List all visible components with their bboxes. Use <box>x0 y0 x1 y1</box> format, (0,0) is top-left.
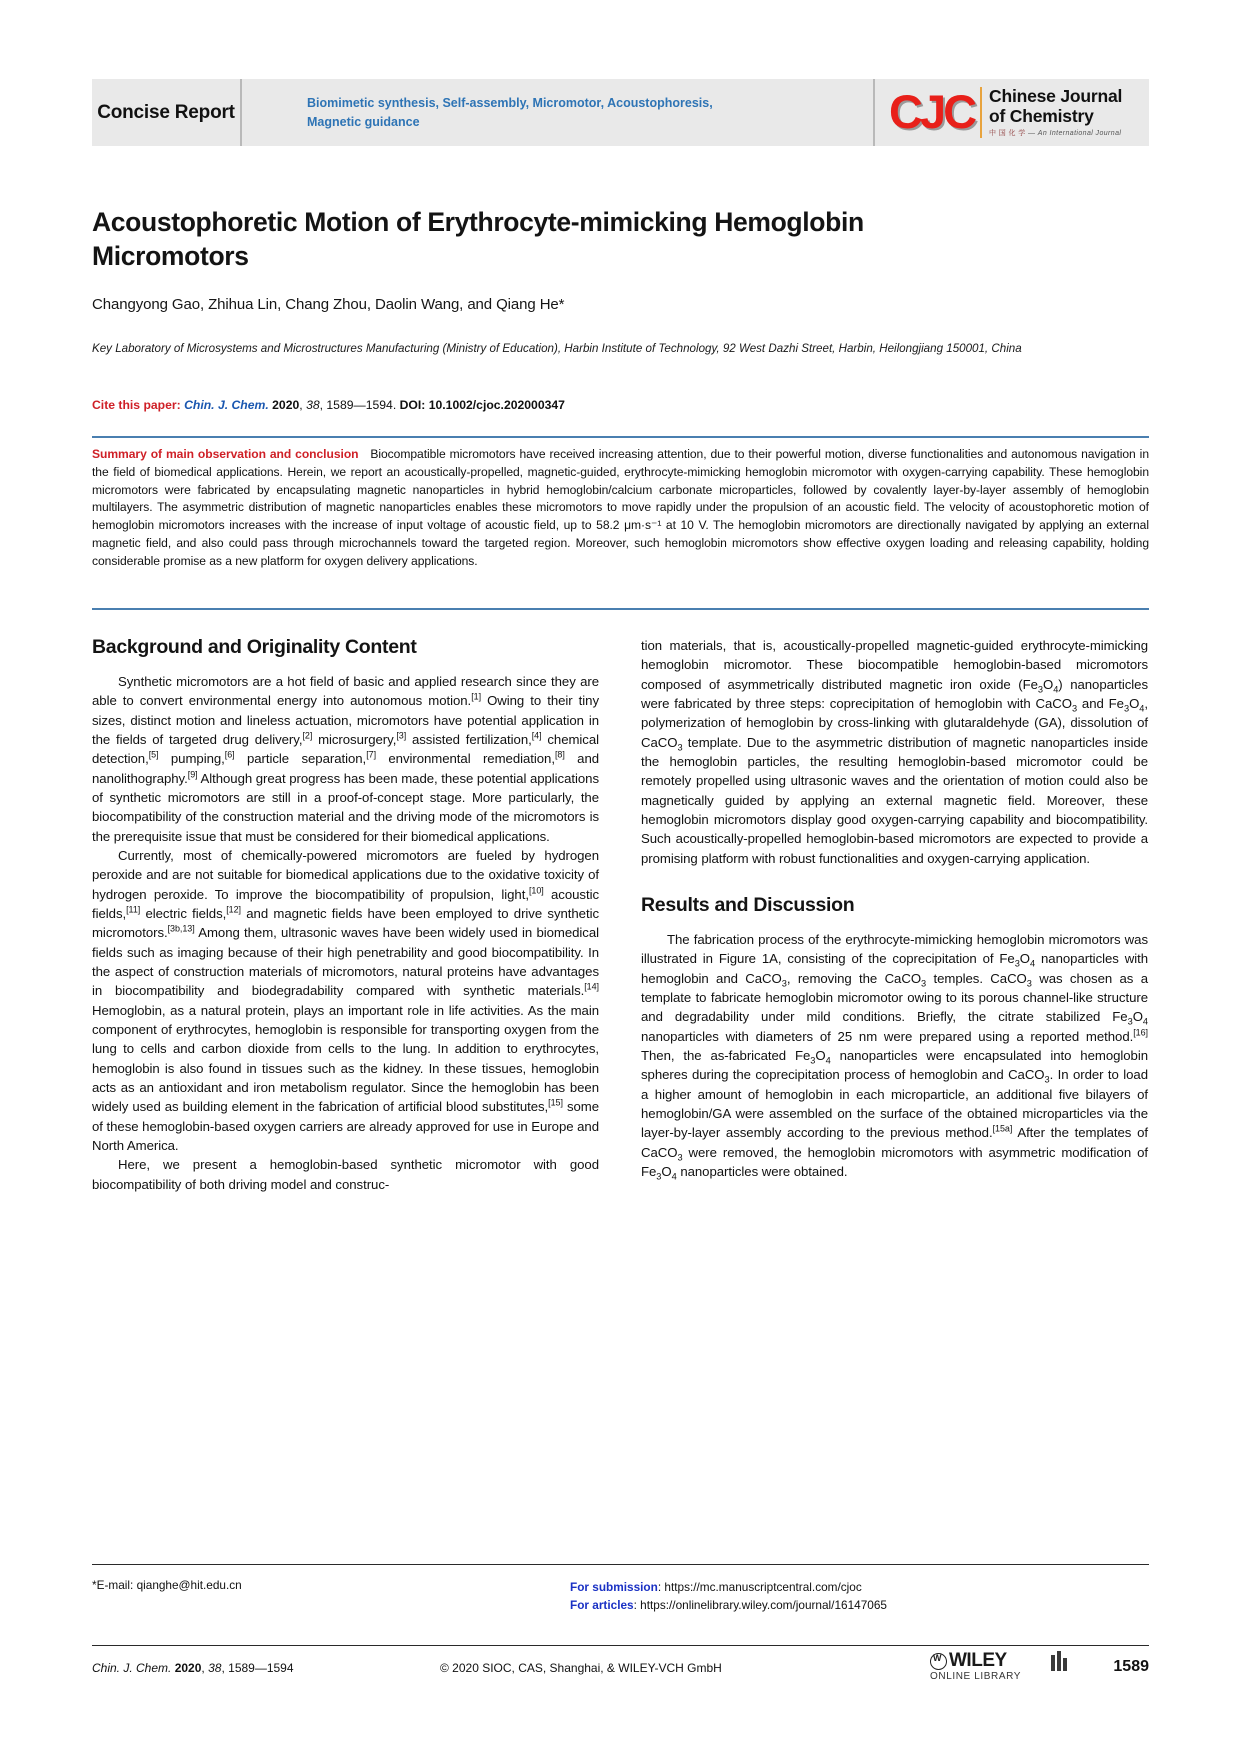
wiley-logo <box>930 1650 1021 1682</box>
cite-journal[interactable]: Chin. J. Chem. <box>184 398 269 412</box>
articles-url[interactable]: : https://onlinelibrary.wiley.com/journal/16147065 <box>633 1598 887 1613</box>
cite-year: 2020 <box>272 398 300 412</box>
affiliation: Key Laboratory of Microsystems and Microstructures Manufacturing (Ministry of Education), Harbin Institute of Technology, 92 West Dazhi Street, Harbin, Heilongjiang 150001, China <box>92 342 1022 355</box>
logo-divider <box>980 87 982 138</box>
journal-title-line2: of Chemistry <box>989 105 1094 126</box>
author-list: Changyong Gao, Zhihua Lin, Chang Zhou, Daolin Wang, and Qiang He* <box>92 296 565 313</box>
article-body <box>92 636 1149 1556</box>
paragraph-background-2: Currently, most of chemically-powered micromotors are fueled by hydrogen peroxide and are not suitable for biomedical applications due to the oxidative toxicity of hydrogen peroxide. To improve the biocompatibility of propulsion, light,[10] acoustic fields,[11] electric fields,[12] and magnetic fields have been employed to drive synthetic micromotors.[3b,13] Among them, ultrasonic waves have been widely used in biomedical fields such as imaging because of their high penetrability and good biocompatibility. In the aspect of construction materials of micromotors, natural proteins have advantages in biocompatibility and biodegradability compared with synthetic materials.[14] Hemoglobin, as a natural protein, plays an important role in life activities. As the main component of erythrocytes, hemoglobin is responsible for transporting oxygen from the lung to cells and carbon dioxide from cells to the lung. In addition to erythrocytes, hemoglobin is also found in tissues such as the kidney. In these tissues, hemoglobin acts as an antioxidant and iron metabolism regulator. Since the hemoglobin has been widely used as building element in the fabrication of artificial blood substitutes,[15] some of these hemoglobin-based oxygen carriers are already approved for use in Europe and North America. <box>92 847 600 1153</box>
corresponding-email[interactable]: *E-mail: qianghe@hit.edu.cn <box>92 1578 242 1592</box>
paragraph-results-1: The fabrication process of the erythrocyte-mimicking hemoglobin micromotors was illustrated in Figure 1A, consisting of the coprecipitation of $Fe_3O_4$ nanoparticles with hemoglobin and CaCO$_3$, removing the CaCO$_3$ temples. CaCO$_3$ was chosen as a template to fabricate hemoglobin micromotor owing to its porous channel-like structure and degradability under mild conditions. Briefly, the citrate stabilized $Fe_3O_4$ nanoparticles with diameters of 25 nm were prepared using a reported method.[16] Then, the as-fabricated $Fe_3O_4$ nanoparticles were encapsulated into hemoglobin spheres during the coprecipitation process of hemoglobin and CaCO$_3$. In order to load a higher amount of hemoglobin in each microparticle, an additional five bilayers of hemoglobin/GA were assembled on the surface of the obtained microparticles via the layer-by-layer assembly according to the previous method.[15a] After the templates of CaCO$_3$ were removed, the hemoglobin micromotors with asymmetric modification of $Fe_3O_4$ nanoparticles were obtained. <box>641 931 1149 1182</box>
wiley-mark-icon <box>930 1653 947 1670</box>
submission-url[interactable]: : https://mc.manuscriptcentral.com/cjoc <box>657 1580 862 1594</box>
wiley-bars-icon <box>1051 1651 1067 1671</box>
summary-label: Summary of main observation and conclusion <box>92 447 359 461</box>
paragraph-background-3: Here, we present a hemoglobin-based synthetic micromotor with good biocompatibility of both driving model and construc- <box>92 1157 599 1192</box>
journal-title-block <box>989 87 1122 138</box>
summary-rule-bottom <box>92 608 1149 610</box>
submission-label: For submission <box>570 1580 658 1594</box>
page-number: 1589 <box>1113 1658 1149 1675</box>
journal-subtitle <box>989 128 1122 138</box>
submission-links <box>570 1578 887 1615</box>
footer-citation: Chin. J. Chem. 2020, 38, 1589—1594 <box>92 1661 294 1675</box>
footer-journal: Chin. J. Chem. <box>92 1661 172 1675</box>
summary-text: Biocompatible micromotors have received increasing attention, due to their powerful motion, diverse functionalities and autonomous navigation in the field of biomedical applications. Herein, we report an acoustically-propelled, magnetic-guided, erythrocyte-mimicking hemoglobin micromotor with oxygen-carrying capability. These hemoglobin micromotors were fabricated by encapsulating magnetic nanoparticles in hybrid hemoglobin/calcium carbonate microparticles, followed by covalently layer-by-layer assembly of hemoglobin multilayers. The asymmetric distribution of magnetic nanoparticles enables these micromotors to move rapidly under the propulsion of an acoustic field. The velocity of acoustophoretic motion of hemoglobin micromotors increases with the increase of input voltage of acoustic field, up to 58.2 μm·s⁻¹ at 10 V. The hemoglobin micromotors are directionally navigated by applying an external magnetic field, and also could pass through microchannels toward the targeted region. Moreover, such hemoglobin micromotors show effective oxygen loading and releasing capability, holding considerable promise as a new platform for oxygen delivery applications. <box>92 447 1149 568</box>
journal-subtitle-en: — An International Journal <box>1028 130 1122 138</box>
summary-rule-top <box>92 436 1149 438</box>
wiley-logo-top <box>930 1650 1021 1672</box>
cite-doi[interactable]: 10.1002/cjoc.202000347 <box>428 398 565 412</box>
paragraph-background-3-continued: tion materials, that is, acoustically-propelled magnetic-guided erythrocyte-mimicking hemoglobin micromotor. These biocompatible hemoglobin-based micromotors composed of asymmetrically distributed magnetic iron oxide $(Fe_3O_4)$ nanoparticles were fabricated by three steps: coprecipitation of hemoglobin with CaCO$_3$ and $Fe_3O_4$, polymerization of hemoglobin by cross-linking with glutaraldehyde (GA), dissolution of CaCO$_3$ template. Due to the asymmetric distribution of magnetic nanoparticles inside the hemoglobin particles, the resulting hemoglobin-based micromotor could be remotely propelled using ultrasonic waves and the orientation of motion could also be magnetically guided by applying an external magnetic field. Moreover, these hemoglobin micromotors display good oxygen-carrying capability and biocompatibility. Such acoustically-propelled hemoglobin-based micromotors are expected to provide a promising platform with robust functionalities and oxygen-carrying application. <box>641 638 1148 866</box>
page-footer-rule <box>92 1645 1149 1646</box>
section-heading-results: Results and Discussion <box>641 893 855 916</box>
cite-volume: 38 <box>306 398 320 412</box>
wiley-online-library-label: ONLINE LIBRARY <box>930 1671 1022 1682</box>
keywords-block <box>242 79 873 146</box>
left-column <box>92 636 599 1556</box>
keywords-text: Biomimetic synthesis, Self-assembly, Micromotor, Acoustophoresis, Magnetic guidance <box>307 95 713 129</box>
article-type-block <box>92 79 242 146</box>
cite-label: Cite this paper: <box>92 398 181 412</box>
footer-pages: 1589—1594 <box>228 1661 294 1675</box>
submission-line <box>570 1578 887 1596</box>
cjc-logo-mark: CJC <box>889 85 975 139</box>
citation-line: Cite this paper: Chin. J. Chem. 2020, 38, 1589—1594. DOI: 10.1002/cjoc.202000347 <box>92 398 565 412</box>
copyright-line: © 2020 SIOC, CAS, Shanghai, & WILEY-VCH GmbH <box>440 1661 722 1675</box>
footer-year: 2020 <box>174 1661 202 1675</box>
summary-block <box>92 446 1149 570</box>
journal-logo <box>873 79 1149 146</box>
section-heading-background: Background and Originality Content <box>92 636 417 658</box>
articles-line <box>570 1596 887 1614</box>
article-type-label: Concise Report <box>97 101 235 123</box>
footer-volume: 38 <box>208 1661 222 1675</box>
footnote-rule <box>92 1564 1149 1565</box>
right-column <box>641 636 1148 1556</box>
articles-label: For articles <box>570 1598 634 1613</box>
journal-header-band <box>92 79 1149 146</box>
journal-subtitle-cn: 中 国 化 学 <box>989 130 1026 138</box>
cite-doi-label: DOI: <box>399 398 426 412</box>
journal-title-line1: Chinese Journal <box>989 85 1123 106</box>
wiley-wordmark: WILEY <box>949 1650 1007 1671</box>
page-title: Acoustophoretic Motion of Erythrocyte-mimicking Hemoglobin Micromotors <box>92 207 864 271</box>
cite-pages: 1589—1594. <box>326 398 397 412</box>
paragraph-background-1: Synthetic micromotors are a hot field of basic and applied research since they are able to convert environmental energy into autonomous motion.[1] Owing to their tiny sizes, distinct motion and lineless actuation, micromotors have potential application in the fields of targeted drug delivery,[2] microsurgery,[3] assisted fertilization,[4] chemical detection,[5] pumping,[6] particle separation,[7] environmental remediation,[8] and nanolithography.[9] Although great progress has been made, these potential applications of synthetic micromotors are still in a proof-of-concept stage. More particularly, the biocompatibility of the construction material and the driving mode of the micromotors is the prerequisite issue that must be considered for their biomedical applications. <box>92 674 600 844</box>
